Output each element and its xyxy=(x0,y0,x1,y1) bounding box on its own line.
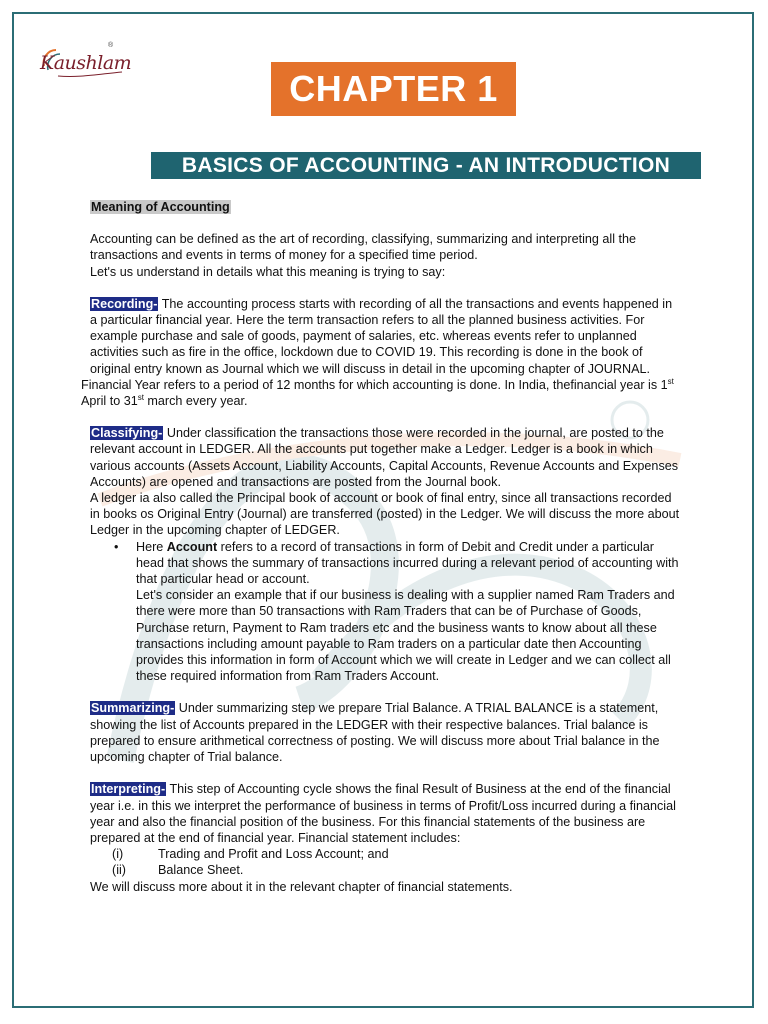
account-bullet xyxy=(90,539,680,685)
recording-text: The accounting process starts with recording of all the transactions and events happened in a particular financial year. Here the term transaction refers to all the planned business activities. For example purchase and sale of goods, payment of salaries, etc. whereas events refer to unplanned activities such as fire in the office, lockdown due to COVID 19. This recording is done in the book of original entry known as Journal which we will discuss in detail in the upcoming chapter of JOURNAL. xyxy=(90,296,673,376)
account-example: Let's consider an example that if our business is dealing with a supplier named Ram Traders and there were more than 50 transactions with Ram Traders that can be of Purchase of Goods, Purchase return, Payment to Ram traders etc and the business wants to know about all these transactions including amount payable to Ram traders on a particular date then Accounting provides this information in form of Account which we will create in Ledger and we can collect all these required information from Ram Traders Account. xyxy=(136,588,675,684)
list-text: Balance Sheet. xyxy=(158,863,244,878)
chapter-title: CHAPTER 1 xyxy=(271,62,516,116)
classifying-paragraph xyxy=(90,425,680,490)
recording-paragraph xyxy=(90,296,680,377)
list-item xyxy=(90,846,680,862)
summarizing-label: Summarizing- xyxy=(91,701,175,716)
fy-sup-1: st xyxy=(667,376,674,386)
interpreting-paragraph xyxy=(90,781,680,846)
logo-text: Kaushlam xyxy=(40,52,132,74)
financial-year-paragraph xyxy=(81,377,680,409)
logo-registered-mark: ® xyxy=(108,42,114,49)
summarizing-text: Under summarizing step we prepare Trial Balance. A TRIAL BALANCE is a statement, showing the list of Accounts prepared in the LEDGER with their respective balances. Trial balance is prepared to ensure arithmetical correctness of posting. We will discuss more about Trial balance in the upcoming chapter of Trial balance. xyxy=(90,701,660,765)
intro-line: Let's us understand in details what this meaning is trying to say: xyxy=(90,264,446,279)
classifying-label: Classifying- xyxy=(91,426,163,441)
definition-paragraph: Accounting can be defined as the art of recording, classifying, summarizing and interpreting all the transactions and events in terms of money for a specified time period. xyxy=(90,232,637,263)
bullet-bold: Account xyxy=(166,539,218,554)
recording-label: Recording- xyxy=(91,296,158,311)
interpreting-label: Interpreting- xyxy=(91,782,166,797)
bullet-icon: • xyxy=(114,539,119,554)
ledger-paragraph: A ledger ia also called the Principal book of account or book of final entry, since all transactions recorded in books os Original Entry (Journal) are transferred (posted) in the Ledger. We will discuss the more about Ledger in the upcoming chapter of LEDGER. xyxy=(90,491,680,538)
closing-line: We will discuss more about it in the relevant chapter of financial statements. xyxy=(90,879,513,894)
list-number: (i) xyxy=(112,847,124,862)
fy-text-b: April to 31 xyxy=(81,394,138,409)
list-text: Trading and Profit and Loss Account; and xyxy=(158,847,389,862)
classifying-text: Under classification the transactions those were recorded in the journal, are posted to the relevant account in LEDGER. All the accounts put together make a Ledger. Ledger is a book in which various accounts (Assets Account, Liability Accounts, Capital Accounts, Revenue Accounts and Expenses Accounts) are opened and transactions are posted from the Journal book. xyxy=(90,426,679,489)
list-number: (ii) xyxy=(112,863,126,878)
fy-text-a: Financial Year refers to a period of 12 months for which accounting is done. In India, thefinancial year is 1 xyxy=(81,377,668,392)
summarizing-paragraph xyxy=(90,700,680,765)
main-content xyxy=(81,199,680,895)
fy-text-c: march every year. xyxy=(143,394,248,409)
section-heading: Meaning of Accounting xyxy=(91,200,230,214)
list-item xyxy=(90,862,680,878)
bullet-pre: Here xyxy=(136,539,167,554)
account-bullet-text xyxy=(136,539,680,588)
chapter-subtitle: BASICS OF ACCOUNTING - AN INTRODUCTION xyxy=(151,152,701,179)
interpreting-text: This step of Accounting cycle shows the final Result of Business at the end of the financial year i.e. in this we interpret the performance of business in terms of Profit/Loss incurred during a financial year and also the financial position of the business. For this financial statements of the business are prepared at the end of financial year. Financial statement includes: xyxy=(90,782,676,845)
fy-sup-2: st xyxy=(137,392,144,402)
bullet-post: refers to a record of transactions in form of Debit and Credit under a particular head that shows the summary of transactions incurred during a relevant period of accounting with that particular head or account. xyxy=(136,539,679,587)
